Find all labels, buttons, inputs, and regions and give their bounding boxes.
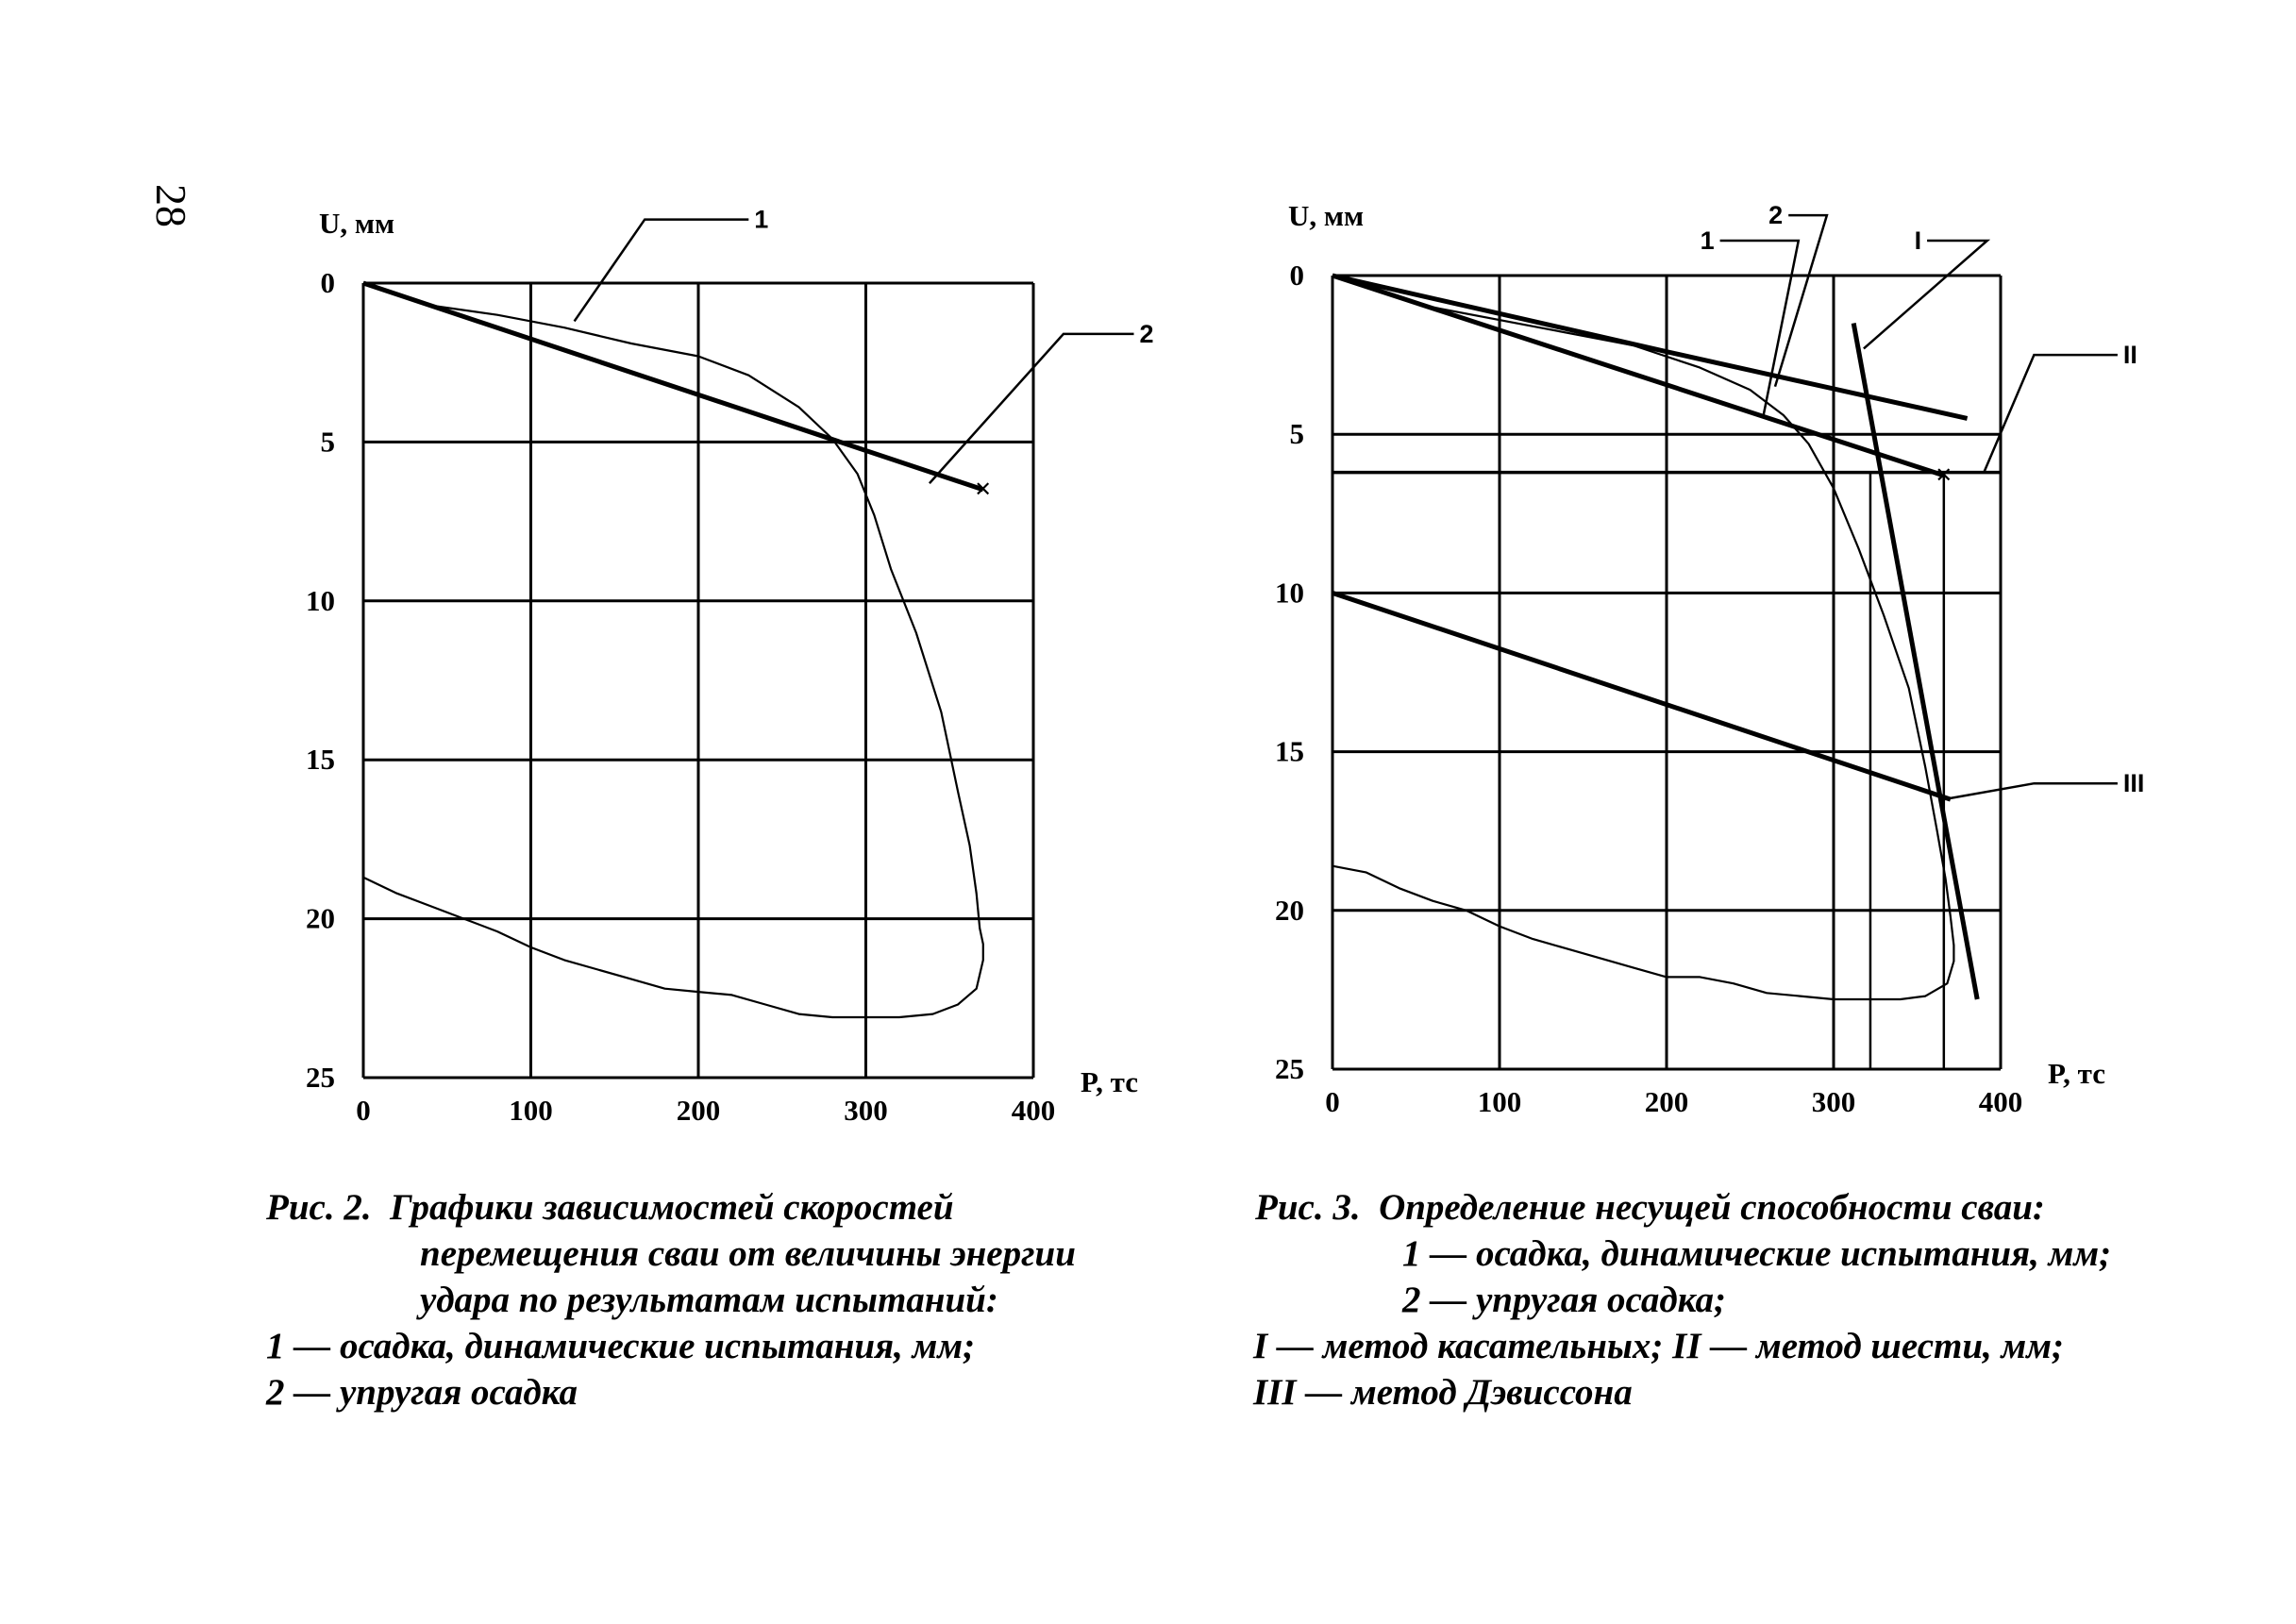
fig2-ytick-label: 0: [320, 266, 335, 299]
chart-fig3: [1275, 199, 2144, 1118]
fig2-xtick-label: 100: [509, 1094, 553, 1127]
fig2-label: Рис. 2.: [266, 1187, 372, 1228]
caption-fig2: [266, 1184, 1076, 1415]
fig3-series-III-line-4: [1332, 593, 1951, 799]
fig3-series-1-line-0: [1332, 276, 1953, 999]
fig2-xtick-label: 400: [1011, 1094, 1056, 1127]
page-number: 28: [147, 184, 195, 227]
fig3-ytick-label: 5: [1289, 417, 1304, 451]
fig3-caption-line-4: I — метод касательных; II — метод шести, мм;: [1253, 1326, 2064, 1366]
fig3-series-I-line-2: [1332, 276, 1968, 418]
fig2-caption-line-3: удара по результатам испытаний:: [420, 1280, 998, 1320]
fig3-y-axis-label: U, мм: [1288, 199, 1365, 232]
fig2-x-axis-label: P, тс: [1081, 1065, 1138, 1098]
fig3-ytick-label: 20: [1275, 893, 1304, 927]
chart-fig2: [306, 206, 1154, 1127]
fig3-callout-line-2: [1864, 241, 1987, 348]
fig2-caption-line-1: Графики зависимостей скоростей: [390, 1187, 954, 1228]
fig3-caption-line-3: 2 — упругая осадка;: [1402, 1280, 1726, 1320]
fig2-callout-line-1: [930, 334, 1134, 483]
fig3-callout-line-3: [1984, 355, 2118, 473]
fig2-series-1-line-0: [363, 283, 983, 1017]
caption-fig3: [1253, 1184, 2111, 1415]
fig2-callout-label-1: 2: [1139, 319, 1154, 348]
fig3-callout-label-3: II: [2122, 341, 2137, 370]
fig2-xtick-label: 300: [844, 1094, 888, 1127]
fig3-xtick-label: 400: [1978, 1085, 2023, 1118]
fig3-callout-line-4: [1944, 783, 2118, 799]
fig3-xtick-label: 100: [1477, 1085, 1522, 1118]
fig3-series-I-line-3: [1853, 324, 1977, 1000]
fig2-caption-line-4: 1 — осадка, динамические испытания, мм;: [266, 1326, 976, 1366]
fig3-caption-line-2: 1 — осадка, динамические испытания, мм;: [1402, 1233, 2112, 1274]
fig2-callout-line-0: [575, 220, 749, 322]
fig3-xtick-label: 200: [1644, 1085, 1689, 1118]
fig3-series-2-line-1: [1332, 276, 1944, 476]
fig2-xtick-label: 0: [356, 1094, 371, 1127]
fig2-caption-line-2: перемещения сваи от величины энергии: [420, 1233, 1076, 1274]
fig2-ytick-label: 5: [320, 425, 335, 459]
fig3-callout-label-4: III: [2122, 769, 2145, 798]
fig3-callout-line-1: [1720, 241, 1799, 415]
fig2-series-2-end-marker: ×: [974, 471, 992, 505]
fig2-ytick-label: 15: [306, 743, 335, 777]
fig2-ytick-label: 25: [306, 1061, 335, 1094]
fig2-y-axis-label: U, мм: [319, 207, 395, 240]
fig3-label: Рис. 3.: [1255, 1187, 1361, 1228]
fig3-ytick-label: 25: [1275, 1052, 1304, 1085]
fig3-callout-label-0: 2: [1768, 201, 1784, 230]
fig3-caption-line-5: III — метод Дэвиссона: [1253, 1372, 1633, 1413]
fig3-series-2-end-marker: ×: [1935, 457, 1952, 491]
fig3-ytick-label: 15: [1275, 734, 1304, 768]
fig3-ytick-label: 10: [1275, 576, 1304, 610]
fig2-caption-line-5: 2 — упругая осадка: [266, 1372, 578, 1413]
fig3-xtick-label: 0: [1325, 1085, 1340, 1118]
fig3-callout-label-1: 1: [1700, 226, 1715, 255]
fig3-callout-label-2: I: [1914, 226, 1922, 255]
fig2-ytick-label: 20: [306, 901, 335, 935]
fig2-ytick-label: 10: [306, 583, 335, 617]
fig2-callout-label-0: 1: [754, 205, 769, 234]
fig3-xtick-label: 300: [1811, 1085, 1856, 1118]
fig3-caption-line-1: Определение несущей способности сваи:: [1379, 1187, 2045, 1228]
fig3-x-axis-label: P, тс: [2048, 1057, 2105, 1090]
fig2-series-2-line-1: [363, 283, 983, 490]
fig3-ytick-label: 0: [1289, 259, 1304, 292]
fig2-xtick-label: 200: [676, 1094, 721, 1127]
